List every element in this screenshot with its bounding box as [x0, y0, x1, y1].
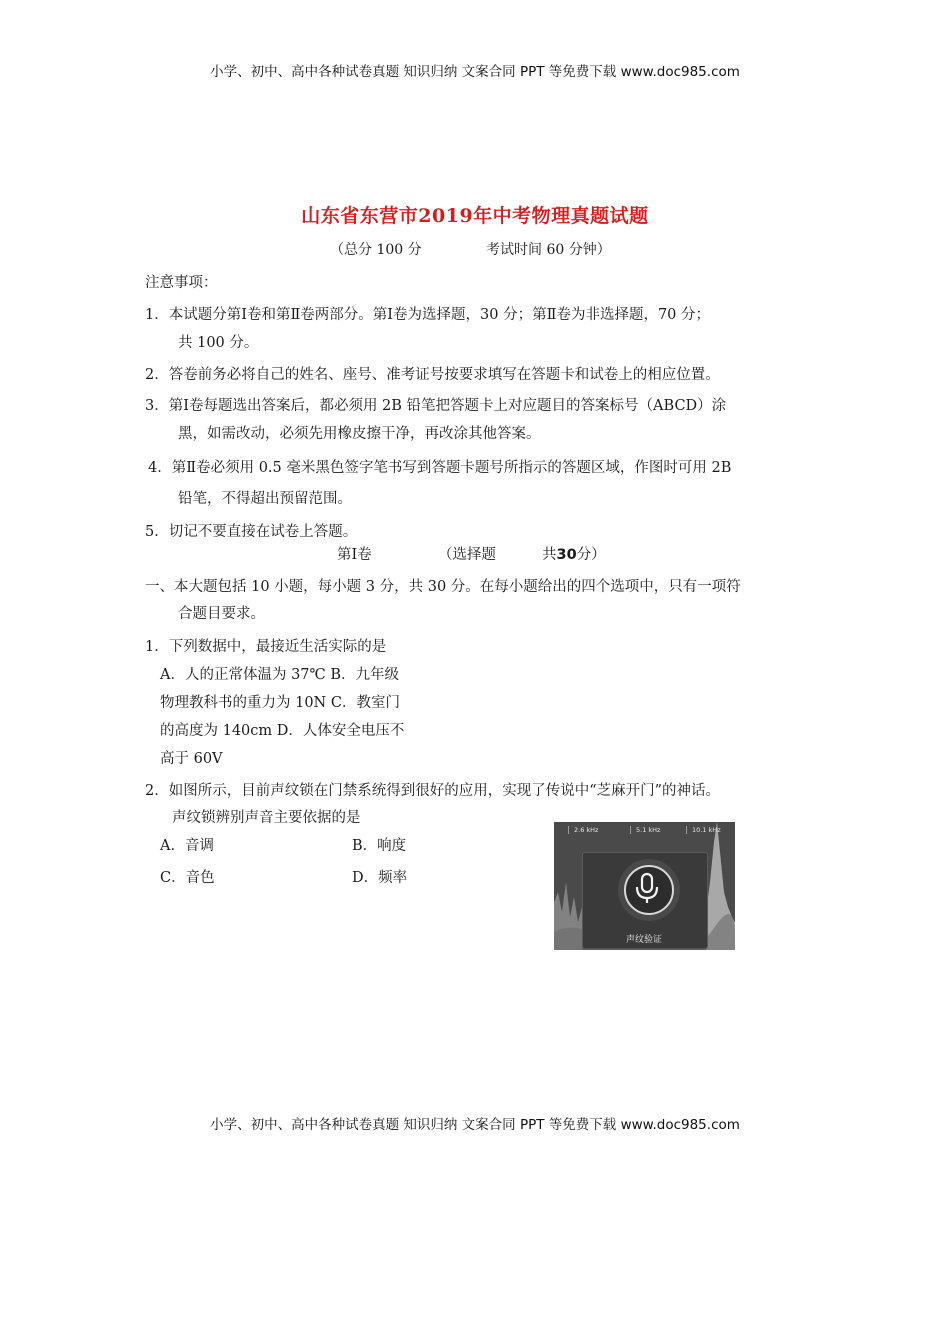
q1-stem: 1．下列数据中，最接近生活实际的是	[145, 639, 387, 655]
q2-option-b: B．响度	[352, 838, 407, 854]
q2-option-c: C．音色	[160, 870, 215, 886]
total-score: （总分 100 分	[330, 242, 422, 258]
notice-item-1: 1．本试题分第Ⅰ卷和第Ⅱ卷两部分。第Ⅰ卷为选择题，30 分；第Ⅱ卷为非选择题，70 分；	[145, 307, 711, 323]
notice-item-4: 4．第Ⅱ卷必须用 0.5 毫米黑色签字笔书写到答题卡题号所指示的答题区域，作图时可用 2B	[148, 460, 732, 476]
section-score-value: 30	[556, 547, 577, 563]
voice-lock-figure	[554, 822, 735, 950]
page-header: 小学、初中、高中各种试卷真题 知识归纳 文案合同 PPT 等免费下载 www.doc985.com	[210, 64, 740, 80]
q1-line-1: A．人的正常体温为 37℃ B．九年级	[160, 667, 400, 683]
q1-line-3: 的高度为 140cm D．人体安全电压不	[160, 723, 405, 739]
part-intro-line-2: 合题目要求。	[178, 606, 265, 622]
section-score-suffix: 分）	[576, 547, 606, 563]
notice-heading: 注意事项：	[145, 275, 218, 291]
q2-option-a: A．音调	[160, 838, 214, 854]
notice-item-5: 5．切记不要直接在试卷上答题。	[145, 524, 358, 540]
q2-stem-line-1: 2．如图所示，目前声纹锁在门禁系统得到很好的应用，实现了传说中“芝麻开门”的神话。	[145, 783, 721, 799]
q1-line-4: 高于 60V	[160, 751, 223, 767]
part-intro-line-1: 一、本大题包括 10 小题，每小题 3 分，共 30 分。在每小题给出的四个选项中，只有一项符	[145, 579, 741, 595]
section-type: （选择题	[438, 547, 496, 563]
microphone-icon	[624, 865, 674, 915]
freq-label-3: 10.1 kHz	[692, 826, 721, 834]
notice-item-1-cont: 共 100 分。	[178, 335, 259, 351]
page-footer: 小学、初中、高中各种试卷真题 知识归纳 文案合同 PPT 等免费下载 www.doc985.com	[210, 1117, 740, 1133]
freq-label-2: 5.1 kHz	[636, 826, 661, 834]
q2-stem-line-2: 声纹锁辨别声音主要依据的是	[172, 810, 361, 826]
notice-item-3: 3．第Ⅰ卷每题选出答案后，都必须用 2B 铅笔把答题卡上对应题目的答案标号（ABCD）涂	[145, 398, 727, 414]
figure-caption: 声纹验证	[625, 935, 662, 945]
q1-line-2: 物理教科书的重力为 10N C．教室门	[160, 695, 400, 711]
section-score-prefix: 共	[542, 547, 557, 563]
notice-item-2: 2．答卷前务必将自己的姓名、座号、准考证号按要求填写在答题卡和试卷上的相应位置。	[145, 367, 720, 383]
section-score	[542, 545, 606, 565]
freq-label-1: 2.6 kHz	[574, 826, 599, 834]
q2-option-d: D．频率	[352, 870, 408, 886]
notice-item-3-cont: 黑，如需改动，必须先用橡皮擦干净，再改涂其他答案。	[178, 426, 541, 442]
notice-item-4-cont: 铅笔，不得超出预留范围。	[178, 491, 352, 507]
page-title: 山东省东营市2019年中考物理真题试题	[301, 205, 649, 227]
exam-time: 考试时间 60 分钟）	[486, 242, 611, 258]
section-name: 第Ⅰ卷	[337, 547, 372, 563]
